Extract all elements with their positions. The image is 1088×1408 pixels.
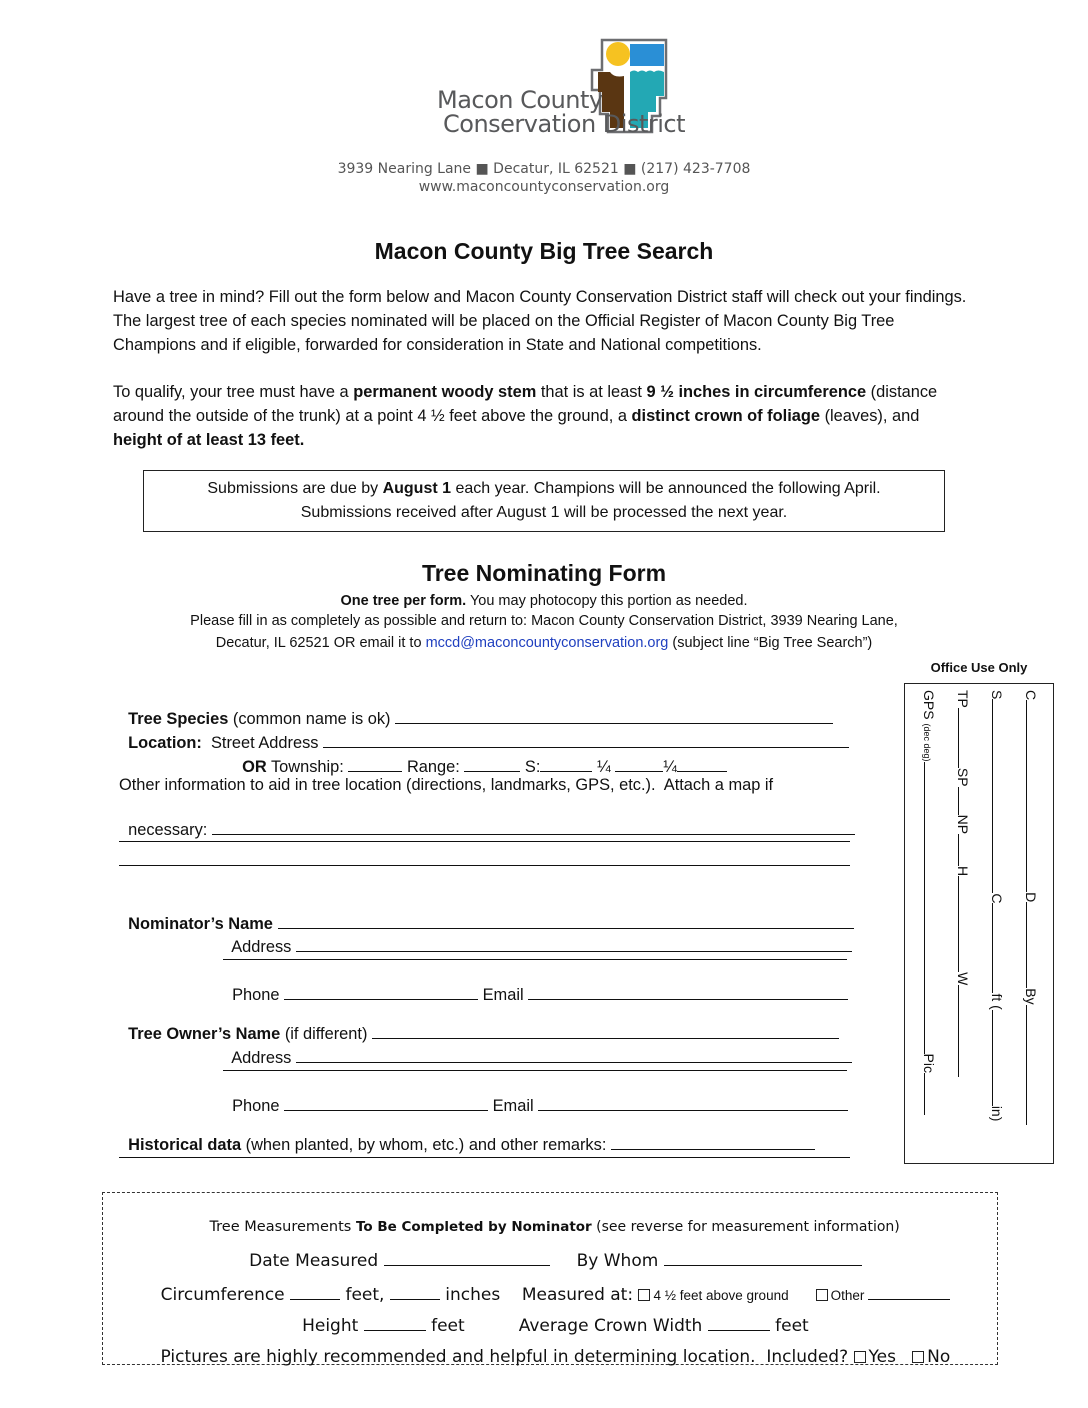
- range-input[interactable]: [464, 756, 520, 772]
- qualify-text-run: height of at least 13 feet.: [113, 431, 305, 449]
- office-tp-field[interactable]: [958, 708, 971, 768]
- owner-phone-input[interactable]: [284, 1095, 488, 1111]
- intro-paragraph: Have a tree in mind? Fill out the form below and Macon County Conservation District staff will check out your findings. The largest tree of each species nominated will be placed on the Official Register of Macon County Big Tree Champions and if eligible, forwarded for consideration in State and National competitions.: [113, 288, 967, 354]
- email-link[interactable]: mccd@maconcountyconservation.org: [425, 635, 669, 651]
- nominator-email-input[interactable]: [528, 984, 848, 1000]
- checkbox-yes[interactable]: [854, 1351, 866, 1363]
- office-np-field[interactable]: [958, 834, 971, 866]
- field-tree-species: Tree Species (common name is ok): [119, 689, 833, 729]
- office-gps-field[interactable]: [924, 762, 937, 1054]
- qualify-text-run: 9 ½ inches in circumference: [646, 383, 867, 401]
- township-input[interactable]: [348, 756, 402, 772]
- office-s-field[interactable]: [992, 699, 1005, 893]
- qualify-text-run: (distance around the outside of the trunk) at a point 4 ½ feet above the ground, a: [113, 383, 938, 425]
- office-by-field[interactable]: [1026, 1005, 1039, 1125]
- return-instructions-2: Decatur, IL 62521 OR email it to mccd@maconcountyconservation.org (subject line “Big Tree Search”): [215, 635, 873, 651]
- org-address: 3939 Nearing Lane ■ Decatur, IL 62521 ■ (217) 423-7708: [337, 161, 751, 177]
- field-owner-address: Address: [223, 1028, 852, 1068]
- field-street-address: Location: Street Address: [119, 713, 849, 753]
- office-w-field[interactable]: [958, 985, 971, 1077]
- office-col-3: TPSPNPHW: [955, 690, 971, 1077]
- other-info-input-2[interactable]: [119, 826, 850, 842]
- deadline-notice: Submissions are due by August 1 each year. Champions will be announced the following April. Submissions received after August 1 will be processed the next year.: [143, 470, 945, 532]
- field-owner-name: Tree Owner’s Name (if different): [119, 1004, 839, 1044]
- office-col-1: CDBy: [1023, 690, 1039, 1125]
- org-website[interactable]: www.maconcountyconservation.org: [418, 179, 670, 195]
- owner-email-input[interactable]: [538, 1095, 848, 1111]
- quarter-input-1[interactable]: [615, 756, 663, 772]
- return-instructions: Please fill in as completely as possible and return to: Macon County Conservation District, 3939 Nearing Lane,: [190, 613, 898, 629]
- nominator-phone-input[interactable]: [284, 984, 478, 1000]
- field-other-info: necessary:: [119, 800, 855, 840]
- checkbox-no[interactable]: [912, 1351, 924, 1363]
- measurements-date-row: Date Measured By Whom: [102, 1230, 998, 1271]
- office-d-field[interactable]: [1026, 902, 1039, 988]
- office-in-field[interactable]: [992, 1010, 1005, 1106]
- measurements-heading: Tree Measurements To Be Completed by Nominator (see reverse for measurement information): [209, 1219, 900, 1235]
- office-c-field[interactable]: [1026, 700, 1039, 892]
- other-info-input-3[interactable]: [119, 850, 850, 866]
- field-other-info-label: Other information to aid in tree location (directions, landmarks, GPS, etc.). Attach a map if: [119, 776, 774, 794]
- qualify-text-run: To qualify, your tree must have a: [113, 383, 354, 401]
- field-nominator-contact: Phone Email: [223, 965, 848, 1005]
- form-title: Tree Nominating Form: [421, 560, 667, 586]
- field-nominator-address: Address: [223, 917, 852, 957]
- office-col-2: SCft (in): [989, 690, 1005, 1122]
- measurements-circumference-row: Circumference feet, inches Measured at: 4 ½ feet above ground Other: [102, 1264, 998, 1305]
- office-use-title: Office Use Only: [930, 660, 1028, 675]
- measurements-pictures-row: Pictures are highly recommended and helpful in determining location. Included? Yes No: [160, 1347, 951, 1367]
- owner-address-input-2[interactable]: [223, 1055, 847, 1071]
- office-c2-field[interactable]: [992, 903, 1005, 993]
- field-owner-contact: Phone Email: [223, 1076, 848, 1116]
- office-col-4: GPS (dec deg)Pic: [921, 690, 937, 1115]
- qualify-text-run: permanent woody stem: [353, 383, 537, 401]
- field-nominator-name: Nominator’s Name: [119, 894, 854, 934]
- field-township: OR Township: Range: S: ¼ ¼: [233, 737, 727, 777]
- office-pic-field[interactable]: [924, 1073, 937, 1115]
- org-name-line2: Conservation District: [443, 110, 686, 138]
- section-input[interactable]: [540, 756, 592, 772]
- nominator-address-input-2[interactable]: [223, 944, 847, 960]
- form-subtitle: One tree per form. You may photocopy this portion as needed.: [340, 593, 748, 609]
- qualify-text-run: that is at least: [536, 383, 647, 401]
- qualify-text-run: distinct crown of foliage: [631, 407, 821, 425]
- office-use-box: [904, 683, 1054, 1164]
- org-name-line1: Macon County: [437, 86, 603, 114]
- qualify-paragraph: [113, 380, 973, 452]
- office-sp-field[interactable]: [958, 787, 971, 815]
- office-h-field[interactable]: [958, 876, 971, 972]
- quarter-input-2[interactable]: [677, 756, 727, 772]
- measurements-height-row: Height feet Average Crown Width feet: [302, 1316, 809, 1336]
- page-title: Macon County Big Tree Search: [374, 238, 714, 264]
- historical-input-2[interactable]: [119, 1142, 850, 1158]
- field-historical-data: Historical data (when planted, by whom, etc.) and other remarks:: [119, 1115, 815, 1155]
- qualify-text-run: (leaves), and: [820, 407, 920, 425]
